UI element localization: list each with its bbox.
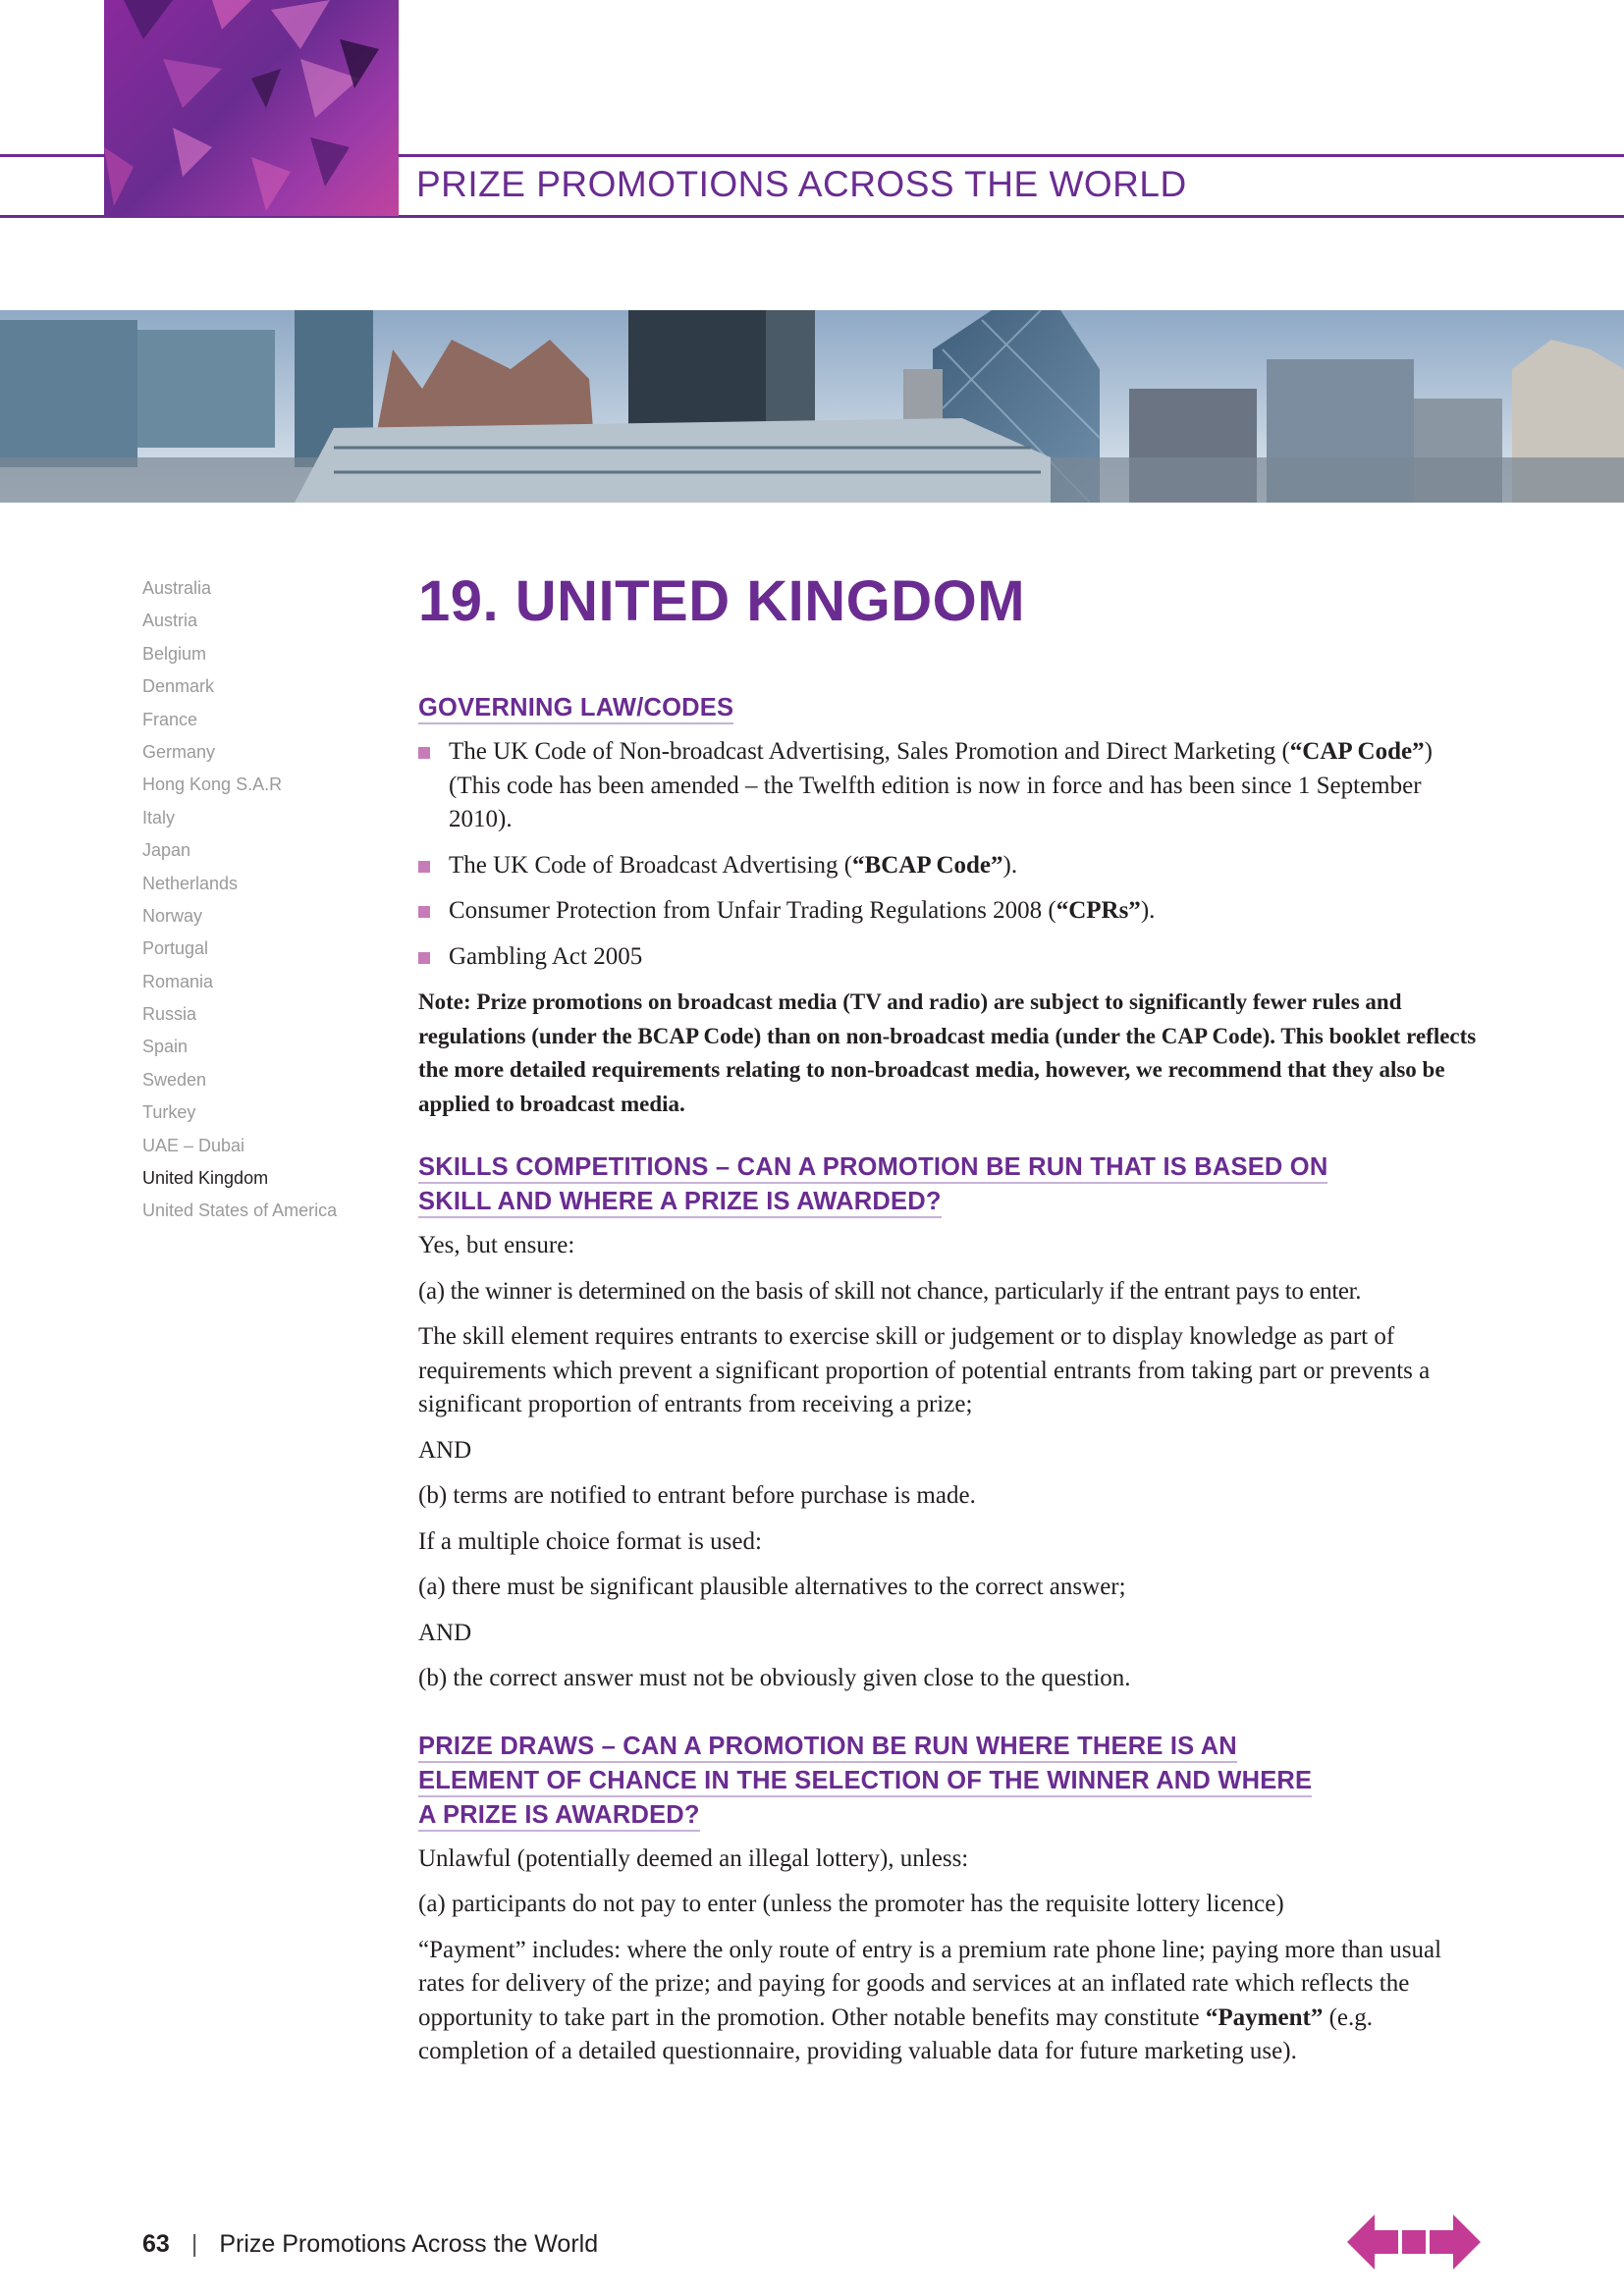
city-skyline-banner [0,310,1624,503]
bullet-square-icon [418,747,430,759]
page-footer [142,2230,598,2259]
header-graphic [104,0,399,216]
draws-para: “Payment” includes: where the only route of entry is a premium rate phone line; paying more than usual rates for delivery of the prize; and paying for goods and services at an inflated rate which reflects the opportunity to take part in the promotion. Other notable benefits may constitute “Payment” (e.g. completion of a detailed questionnaire, providing valuable data for future marketing use). [418,1936,1442,2064]
sidebar-item-hong-kong[interactable]: Hong Kong S.A.R [142,774,283,795]
draws-para: (a) participants do not pay to enter (unless the promoter has the requisite lottery licence) [418,1891,1284,1917]
list-item: Consumer Protection from Unfair Trading Regulations 2008 (“CPRs”). [418,894,1479,929]
sidebar-item-netherlands[interactable]: Netherlands [142,873,239,893]
sidebar-item-france[interactable]: France [142,709,198,729]
home-square-icon[interactable] [1402,2230,1426,2254]
sidebar-item-russia[interactable]: Russia [142,1004,197,1025]
sidebar-item-austria[interactable]: Austria [142,611,198,631]
bullet-square-icon [418,906,430,918]
arrow-right-icon[interactable] [1428,2215,1481,2269]
skills-para: (a) there must be significant plausible alternatives to the correct answer; [418,1574,1126,1600]
sidebar-item-uae-dubai[interactable]: UAE – Dubai [142,1135,245,1155]
skills-para: (b) the correct answer must not be obviously given close to the question. [418,1665,1131,1691]
draws-heading: PRIZE DRAWS – CAN A PROMOTION BE RUN WHERE THERE IS AN ELEMENT OF CHANCE IN THE SELECTION OF THE WINNER AND WHERE A PRIZE IS AWARDED? [418,1730,1479,1833]
footer-separator: | [190,2230,198,2258]
bullet-square-icon [418,861,430,873]
sidebar-item-japan[interactable]: Japan [142,840,191,861]
sidebar-item-denmark[interactable]: Denmark [142,676,215,697]
skills-para: AND [418,1436,472,1464]
governing-heading: GOVERNING LAW/CODES [418,691,1479,725]
arrow-left-icon[interactable] [1347,2215,1400,2269]
sidebar-item-romania[interactable]: Romania [142,971,214,991]
page-navigation [1347,2215,1485,2269]
sidebar-item-germany[interactable]: Germany [142,741,216,762]
skills-para: AND [418,1619,472,1646]
sidebar-item-italy[interactable]: Italy [142,807,176,828]
header-title: PRIZE PROMOTIONS ACROSS THE WORLD [416,164,1187,204]
footer-title: Prize Promotions Across the World [219,2230,599,2258]
governing-note: Note: Prize promotions on broadcast media (TV and radio) are subject to significantly fewer rules and regulations (under the BCAP Code) than on non-broadcast media (under the CAP Code). This booklet reflects the more detailed requirements relating to non-broadcast media, however, we recommend that they also be applied to broadcast media. [418,989,1477,1116]
skills-para: Yes, but ensure: [418,1232,575,1258]
governing-list [418,735,1479,974]
sidebar-item-united-kingdom[interactable]: United Kingdom [142,1168,269,1189]
sidebar-item-united-states[interactable]: United States of America [142,1201,338,1221]
bullet-square-icon [418,952,430,964]
list-item: The UK Code of Broadcast Advertising (“BCAP Code”). [418,849,1479,883]
list-item: Gambling Act 2005 [418,940,1479,975]
sidebar-item-sweden[interactable]: Sweden [142,1069,207,1090]
sidebar-item-turkey[interactable]: Turkey [142,1102,196,1123]
skills-heading: SKILLS COMPETITIONS – CAN A PROMOTION BE RUN THAT IS BASED ON SKILL AND WHERE A PRIZE IS AWARDED? [418,1150,1479,1219]
sidebar-item-portugal[interactable]: Portugal [142,938,209,959]
skills-para: (b) terms are notified to entrant before purchase is made. [418,1482,976,1509]
page-number: 63 [142,2230,170,2258]
country-sidebar [142,574,388,1230]
sidebar-item-spain[interactable]: Spain [142,1037,189,1057]
sidebar-item-norway[interactable]: Norway [142,905,203,926]
draws-para: Unlawful (potentially deemed an illegal lottery), unless: [418,1844,969,1872]
list-item: The UK Code of Non-broadcast Advertising, Sales Promotion and Direct Marketing (“CAP Code”) (This code has been amended – the Twelfth edition is now in force and has been since 1 September 2010). [418,735,1479,837]
skills-para: If a multiple choice format is used: [418,1527,762,1555]
main-content [418,569,1479,2081]
skills-para: The skill element requires entrants to exercise skill or judgement or to display knowledge as part of requirements which prevent a significant proportion of potential entrants from taking part or prevents a significant proportion of entrants from receiving a prize; [418,1323,1431,1417]
page-title: 19. UNITED KINGDOM [418,569,1026,633]
skills-para: (a) the winner is determined on the basis of skill not chance, particularly if the entrant pays to enter. [418,1277,1362,1305]
sidebar-item-belgium[interactable]: Belgium [142,643,207,664]
sidebar-item-australia[interactable]: Australia [142,578,212,598]
